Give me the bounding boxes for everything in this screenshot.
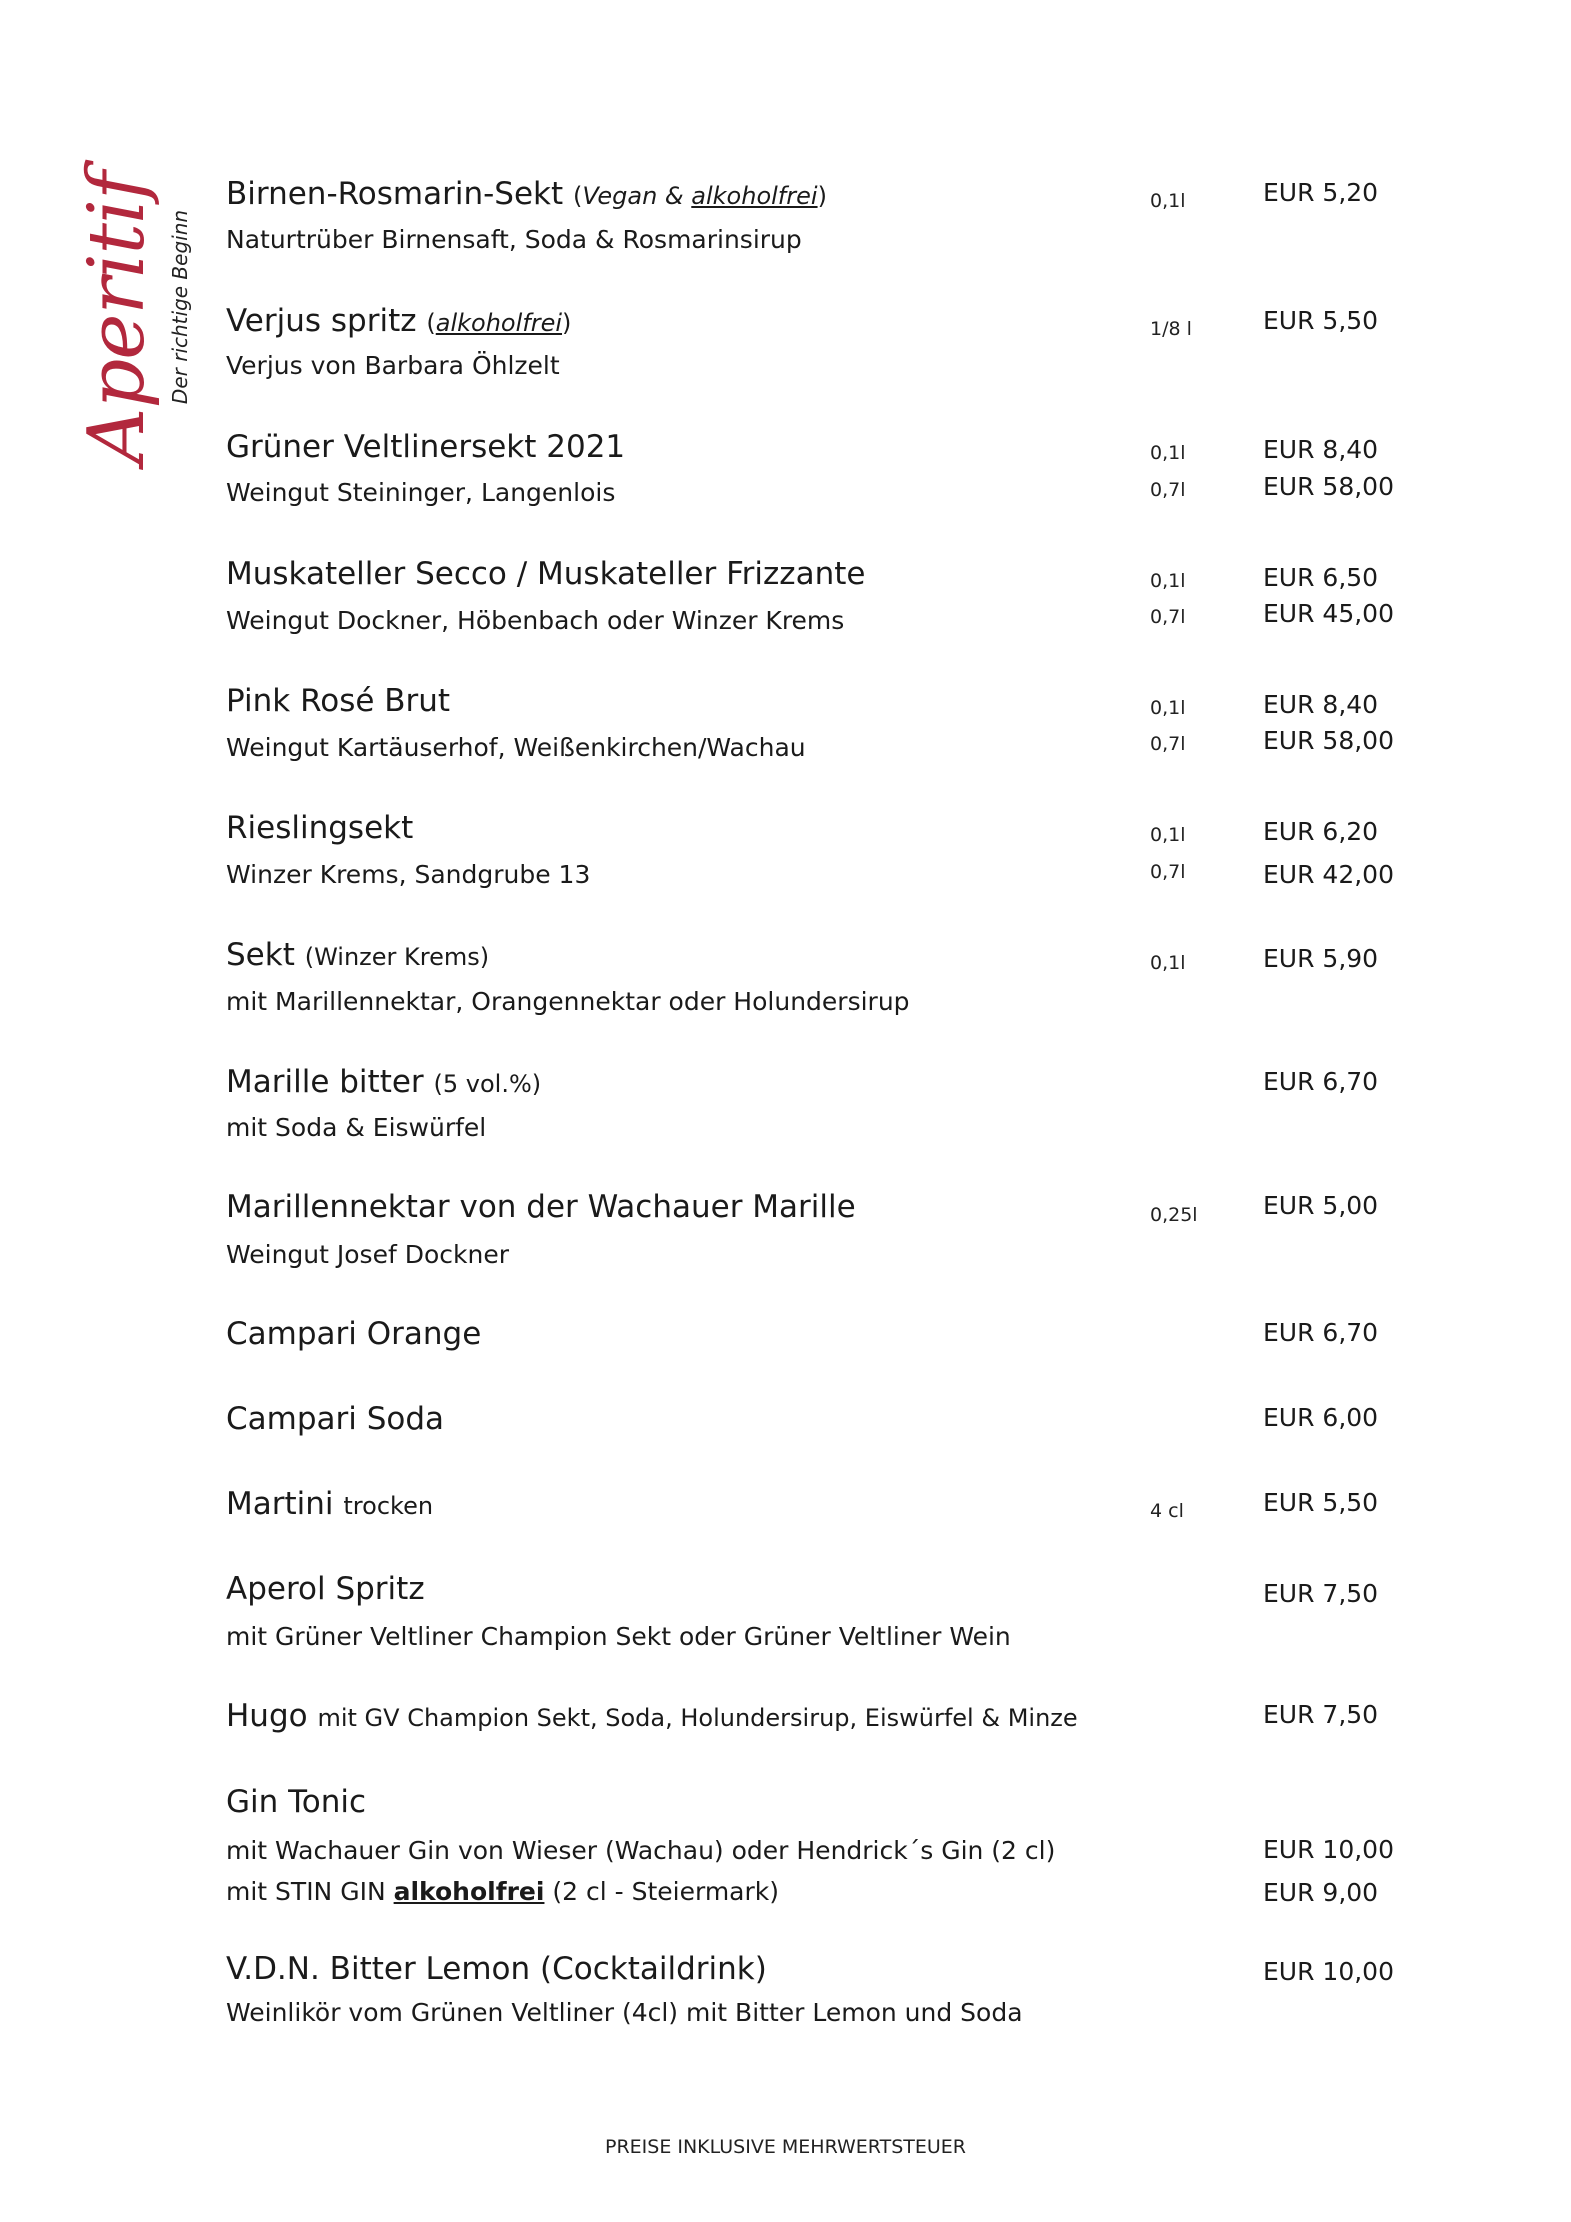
item-name-aperol: Aperol Spritz (226, 1571, 425, 1607)
item-desc-marillennektar: Weingut Josef Dockner (226, 1240, 509, 1269)
item-price-vdn: EUR 10,00 (1263, 1957, 1394, 1986)
item-price-muskateller-2: EUR 45,00 (1263, 599, 1394, 628)
item-price-birnen: EUR 5,20 (1263, 178, 1379, 207)
item-name-riesling: Rieslingsekt (226, 810, 414, 846)
item-name-muskateller: Muskateller Secco / Muskateller Frizzante (226, 556, 866, 592)
item-size-pinkrose-1: 0,1l (1150, 697, 1186, 719)
item-price-pinkrose-2: EUR 58,00 (1263, 726, 1394, 755)
item-desc-gin-1: mit Wachauer Gin von Wieser (Wachau) oder Hendrick´s Gin (2 cl) (226, 1836, 1056, 1865)
item-desc-aperol: mit Grüner Veltliner Champion Sekt oder Grüner Veltliner Wein (226, 1622, 1011, 1651)
item-desc-vdn: Weinlikör vom Grünen Veltliner (4cl) mit Bitter Lemon und Soda (226, 1998, 1023, 2027)
item-name-marille: Marille bitter (5 vol.%) (226, 1064, 542, 1100)
item-desc-gin-2: mit STIN GIN alkoholfrei (2 cl - Steiermark) (226, 1877, 780, 1906)
item-desc-birnen: Naturtrüber Birnensaft, Soda & Rosmarinsirup (226, 225, 802, 254)
item-size-muskateller-1: 0,1l (1150, 570, 1186, 592)
item-desc-marille: mit Soda & Eiswürfel (226, 1113, 487, 1142)
item-size-birnen: 0,1l (1150, 190, 1186, 212)
item-name-gin: Gin Tonic (226, 1784, 367, 1820)
item-price-pinkrose-1: EUR 8,40 (1263, 690, 1379, 719)
footer-vat-note: PREISE INKLUSIVE MEHRWERTSTEUER (604, 2136, 967, 2158)
item-name-campari-soda: Campari Soda (226, 1401, 445, 1437)
item-desc-verjus: Verjus von Barbara Öhlzelt (226, 351, 560, 380)
item-name-verjus: Verjus spritz (alkoholfrei) (226, 303, 572, 339)
item-size-gruener-2: 0,7l (1150, 479, 1186, 501)
item-name-sekt: Sekt (Winzer Krems) (226, 937, 490, 973)
item-size-sekt: 0,1l (1150, 952, 1186, 974)
item-desc-muskateller: Weingut Dockner, Höbenbach oder Winzer Krems (226, 606, 845, 635)
item-price-muskateller-1: EUR 6,50 (1263, 563, 1379, 592)
item-name-marillennektar: Marillennektar von der Wachauer Marille (226, 1189, 856, 1225)
section-heading (42, 172, 202, 464)
item-desc-gruener: Weingut Steininger, Langenlois (226, 478, 616, 507)
item-size-marillennektar: 0,25l (1150, 1204, 1198, 1226)
item-price-gruener-2: EUR 58,00 (1263, 472, 1394, 501)
item-size-riesling-1: 0,1l (1150, 824, 1186, 846)
item-desc-riesling: Winzer Krems, Sandgrube 13 (226, 860, 591, 889)
item-name-birnen: Birnen-Rosmarin-Sekt (Vegan & alkoholfrei) (226, 176, 827, 212)
item-price-martini: EUR 5,50 (1263, 1488, 1379, 1517)
item-price-gruener-1: EUR 8,40 (1263, 435, 1379, 464)
item-price-verjus: EUR 5,50 (1263, 306, 1379, 335)
item-price-riesling-1: EUR 6,20 (1263, 817, 1379, 846)
item-name-gruener: Grüner Veltlinersekt 2021 (226, 429, 626, 465)
item-price-campari-orange: EUR 6,70 (1263, 1318, 1379, 1347)
item-size-pinkrose-2: 0,7l (1150, 733, 1186, 755)
item-price-sekt: EUR 5,90 (1263, 944, 1379, 973)
item-size-riesling-2: 0,7l (1150, 861, 1186, 883)
item-size-martini: 4 cl (1150, 1500, 1184, 1522)
item-name-martini: Martini trocken (226, 1486, 434, 1522)
item-name-vdn: V.D.N. Bitter Lemon (Cocktaildrink) (226, 1951, 767, 1987)
item-name-campari-orange: Campari Orange (226, 1316, 482, 1352)
item-price-marillennektar: EUR 5,00 (1263, 1191, 1379, 1220)
item-name-pinkrose: Pink Rosé Brut (226, 683, 451, 719)
item-price-aperol: EUR 7,50 (1263, 1579, 1379, 1608)
item-price-hugo: EUR 7,50 (1263, 1700, 1379, 1729)
item-name-hugo: Hugo mit GV Champion Sekt, Soda, Holundersirup, Eiswürfel & Minze (226, 1698, 1078, 1734)
item-price-gin-1: EUR 10,00 (1263, 1835, 1394, 1864)
section-subtitle: Der richtige Beginn (168, 209, 192, 405)
item-price-marille: EUR 6,70 (1263, 1067, 1379, 1096)
item-size-verjus: 1/8 l (1150, 318, 1192, 340)
item-size-gruener-1: 0,1l (1150, 442, 1186, 464)
item-price-gin-2: EUR 9,00 (1263, 1878, 1379, 1907)
item-price-campari-soda: EUR 6,00 (1263, 1403, 1379, 1432)
item-desc-pinkrose: Weingut Kartäuserhof, Weißenkirchen/Wachau (226, 733, 806, 762)
item-desc-sekt: mit Marillennektar, Orangennektar oder Holundersirup (226, 987, 910, 1016)
item-price-riesling-2: EUR 42,00 (1263, 860, 1394, 889)
item-size-muskateller-2: 0,7l (1150, 606, 1186, 628)
section-script-title: Aperitif (72, 172, 162, 464)
